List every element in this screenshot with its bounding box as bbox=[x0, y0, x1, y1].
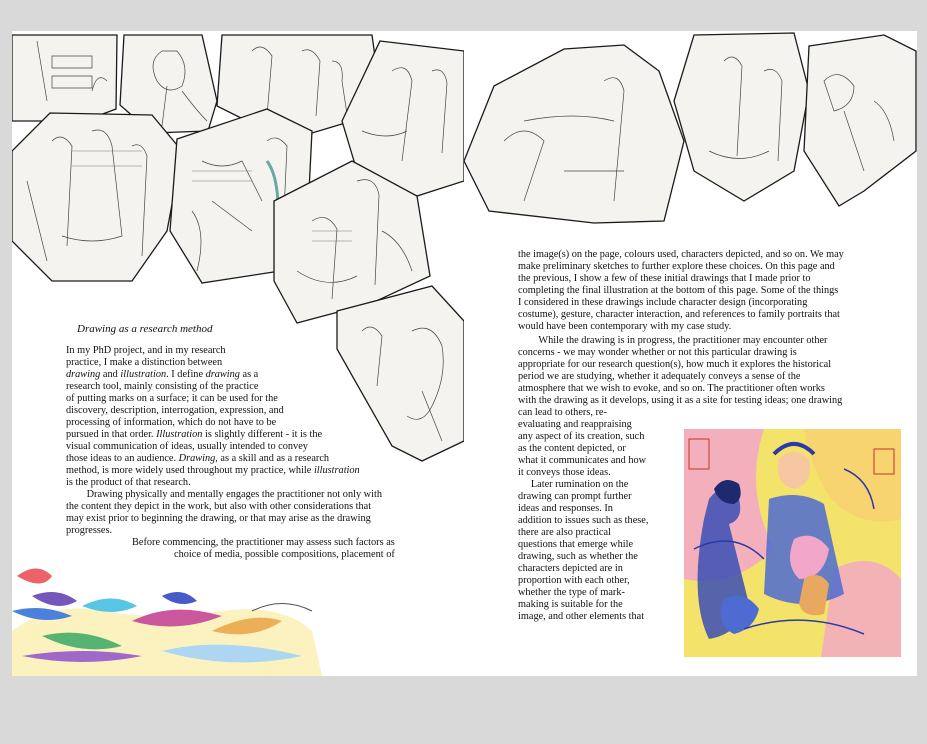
text-line: research tool, mainly consisting of the practice bbox=[66, 381, 259, 392]
sketch-panel bbox=[12, 113, 182, 281]
text-line: While the drawing is in progress, the practitioner may encounter other bbox=[518, 335, 828, 346]
text-line: processing of information, which do not have to be bbox=[66, 417, 277, 428]
text-line: whether the type of mark- bbox=[518, 587, 625, 598]
text-line: concerns - we may wonder whether or not this particular drawing is bbox=[518, 347, 797, 358]
text-line: any aspect of its creation, such bbox=[518, 431, 645, 442]
final-illustration bbox=[684, 429, 901, 657]
text-line: drawing, such as whether the bbox=[518, 551, 638, 562]
text-line: practice, I make a distinction between bbox=[66, 357, 223, 368]
text-line: as the content depicted, or bbox=[518, 443, 626, 454]
text-line: visual communication of ideas, usually intended to convey bbox=[66, 441, 308, 452]
text-line: addition to issues such as these, bbox=[518, 515, 649, 526]
text-line: make preliminary sketches to further explore these choices. On this page and bbox=[518, 261, 835, 272]
text-line: I considered in these drawings include character design (incorporating bbox=[518, 297, 808, 308]
text-line: questions that emerge while bbox=[518, 539, 634, 550]
text-line: drawing and illustration. I define drawing as a bbox=[66, 369, 259, 380]
text-line: the previous, I show a few of these initial drawings that I made prior to bbox=[518, 273, 811, 284]
text-line: what it communicates and how bbox=[518, 455, 647, 466]
left-paragraph-2 bbox=[66, 489, 382, 537]
watercolour-splash bbox=[12, 569, 322, 677]
italic-term: Illustration bbox=[156, 429, 203, 440]
text-line: can lead to others, re- bbox=[518, 407, 607, 418]
text-line: it conveys those ideas. bbox=[518, 467, 611, 478]
text-line: the content they depict in the work, but also with other considerations that bbox=[66, 501, 372, 512]
text-line: making is suitable for the bbox=[518, 599, 623, 610]
section-heading: Drawing as a research method bbox=[77, 323, 213, 335]
text-line: progresses. bbox=[66, 525, 113, 536]
right-paragraph-1 bbox=[518, 249, 844, 333]
right-paragraph-3 bbox=[518, 479, 648, 623]
italic-term: illustration bbox=[313, 465, 360, 476]
text-line: completing the final illustration at the bottom of this page. Some of the things bbox=[518, 285, 839, 296]
text-line: pursued in that order. Illustration is slightly different - it is the bbox=[66, 429, 323, 440]
text-line: evaluating and reappraising bbox=[518, 419, 632, 430]
text-line: may exist prior to beginning the drawing, or that may arise as the drawing bbox=[66, 513, 371, 524]
text-line: costume), gesture, character interaction, and references to family portraits that bbox=[518, 309, 840, 320]
text-line: the image(s) on the page, colours used, characters depicted, and so on. We may bbox=[518, 249, 844, 260]
italic-term: Drawing bbox=[178, 453, 216, 464]
text-line: discovery, description, interrogation, expression, and bbox=[66, 405, 284, 416]
book-spread bbox=[12, 31, 917, 676]
text-line: with the drawing as it develops, using it as a site for testing ideas; one drawing bbox=[518, 395, 843, 406]
italic-term: drawing bbox=[66, 369, 101, 380]
text-line: is the product of that research. bbox=[66, 477, 191, 488]
text-line: there are also practical bbox=[518, 527, 611, 538]
text-line: would have been contemporary with my case study. bbox=[518, 321, 732, 332]
text-line: choice of media, possible compositions, placement of bbox=[174, 549, 395, 560]
text-line: of putting marks on a surface; it can be used for the bbox=[66, 393, 278, 404]
text-line: period we are studying, whether it adequately conveys a sense of the bbox=[518, 371, 801, 382]
text-line: In my PhD project, and in my research bbox=[66, 345, 226, 356]
sketch-panel bbox=[674, 33, 809, 201]
sketch-panel bbox=[804, 35, 916, 206]
text-line: proportion with each other, bbox=[518, 575, 630, 586]
text-line: ideas and responses. In bbox=[518, 503, 613, 514]
text-line: those ideas to an audience. Drawing, as a skill and as a research bbox=[66, 453, 330, 464]
sketch-panel bbox=[12, 35, 117, 121]
sketch-panel bbox=[464, 45, 684, 223]
text-line: drawing can prompt further bbox=[518, 491, 632, 502]
text-line: Drawing physically and mentally engages the practitioner not only with bbox=[66, 489, 382, 500]
text-line: characters depicted are in bbox=[518, 563, 623, 574]
text-line: appropriate for our research question(s), how much it explores the historical bbox=[518, 359, 832, 370]
left-paragraph-3 bbox=[132, 537, 395, 561]
text-line: atmosphere that we wish to evoke, and so on. The practitioner often works bbox=[518, 383, 825, 394]
text-line: method, is more widely used throughout my practice, while illustration bbox=[66, 465, 360, 476]
text-line: Before commencing, the practitioner may assess such factors as bbox=[132, 537, 395, 548]
text-line: image, and other elements that bbox=[518, 611, 645, 622]
italic-term: illustration bbox=[120, 369, 167, 380]
left-paragraph-1 bbox=[66, 345, 360, 489]
text-line: Later rumination on the bbox=[518, 479, 629, 490]
left-page bbox=[12, 31, 464, 676]
italic-term: drawing bbox=[205, 369, 240, 380]
